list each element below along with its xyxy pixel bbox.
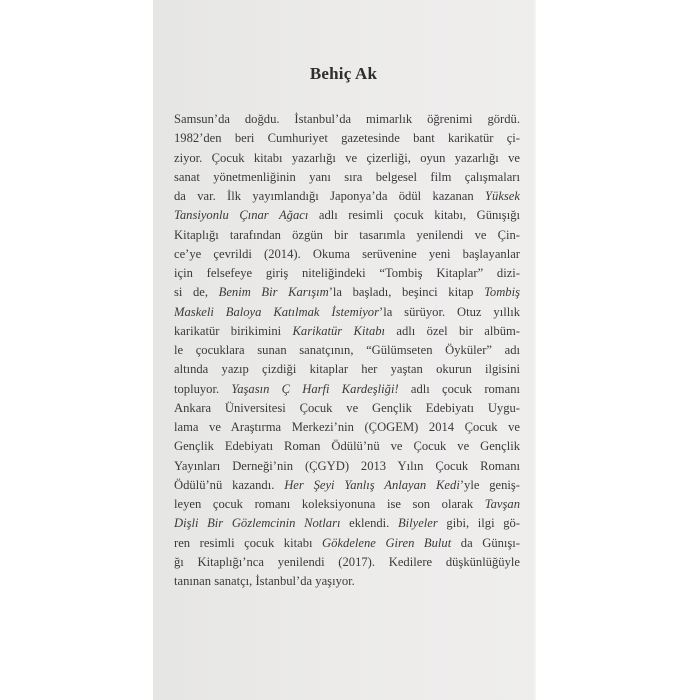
book-title-text: Yaşasın Ç Harfi Kardeşliği! — [231, 381, 399, 396]
bio-text: ce’ye çevrildi (2014). Okuma serüvenine yeni başlayanlar — [174, 246, 520, 261]
bio-text: ğı Kitaplığı’nca yenilendi (2017). Kedilere düşkünlüğüyle — [174, 554, 520, 569]
book-title-text: Tavşan — [484, 497, 520, 511]
bio-text: da var. İlk yayımlandığı Japonya’da ödül kazanan — [174, 189, 486, 203]
bio-text: altında yazıp çizdiği kitaplar her yaştan okurun ilgisini — [174, 362, 520, 377]
bio-text: ’la sürüyor. Otuz yıllık — [379, 304, 520, 319]
bio-line — [174, 245, 520, 264]
book-title-text: Her Şeyi Yanlış Anlayan Kedi — [284, 477, 460, 492]
bio-line — [174, 264, 520, 283]
bio-line — [174, 149, 520, 168]
book-title-text: Gökdelene Giren Bulut — [322, 535, 452, 550]
bio-text: ’la başladı, beşinci kitap — [328, 285, 485, 300]
book-title-text: Benim Bir Karışım — [218, 285, 329, 300]
bio-line — [174, 303, 520, 322]
bio-text: adlı çocuk romanı — [398, 381, 520, 396]
bio-line — [174, 129, 520, 148]
bio-line — [174, 168, 520, 187]
bio-line — [174, 110, 520, 129]
bio-line — [174, 572, 520, 591]
book-title-text: Tombiş — [484, 285, 520, 300]
bio-text: karikatür birikimini — [174, 323, 293, 338]
bio-text: ziyor. Çocuk kitabı yazarlığı ve çizerliği, oyun yazarlığı ve — [174, 150, 520, 165]
bio-line — [174, 553, 520, 572]
book-title-text: Bilyeler — [397, 516, 438, 531]
bio-line — [174, 322, 520, 341]
bio-text: için felsefeye giriş niteliğindeki “Tombiş Kitaplar” dizi- — [174, 266, 520, 280]
book-title-text: Maskeli Baloya Katılmak İstemiyor — [174, 304, 379, 319]
bio-text: sanat yönetmenliğinin yanı sıra belgesel film çalışmaları — [174, 169, 520, 184]
book-title-text: Tansiyonlu Çınar Ağacı — [174, 208, 309, 223]
bio-line — [174, 399, 520, 418]
bio-text: si de, — [174, 285, 219, 300]
author-bio — [174, 110, 520, 591]
author-name: Behiç Ak — [309, 64, 378, 83]
bio-line — [174, 437, 520, 456]
bio-line — [174, 187, 520, 206]
bio-text: Yayınları Derneği’nin (ÇGYD) 2013 Yılın Çocuk Romanı — [174, 458, 520, 473]
bio-line — [174, 514, 520, 533]
book-title-text: Karikatür Kitabı — [292, 323, 386, 338]
book-title-text: Yüksek — [485, 189, 520, 203]
bio-text: ’yle geniş- — [459, 477, 520, 492]
bio-line — [174, 206, 520, 225]
bio-text: eklendi. — [340, 516, 398, 531]
bio-line — [174, 457, 520, 476]
bio-line — [174, 418, 520, 437]
bio-text: ren resimli çocuk kitabı — [174, 535, 323, 550]
bio-line — [174, 534, 520, 553]
bio-text: topluyor. — [174, 381, 232, 396]
bio-text: tanınan sanatçı, İstanbul’da yaşıyor. — [174, 574, 355, 588]
bio-line — [174, 283, 520, 302]
bio-text: leyen çocuk romanı koleksiyonuna ise son olarak — [174, 497, 485, 511]
bio-text: da Günışı- — [451, 535, 521, 550]
bio-text: Kitaplığı tarafından özgün bir tasarımla yenilendi ve Çin- — [174, 227, 520, 242]
bio-text: adlı özel bir albüm- — [385, 323, 520, 338]
page-edge — [534, 0, 536, 700]
bio-line — [174, 226, 520, 245]
bio-text: adlı resimli çocuk kitabı, Günışığı — [308, 208, 520, 223]
bio-line — [174, 476, 520, 495]
bio-text: Samsun’da doğdu. İstanbul’da mimarlık öğrenimi gördü. — [174, 112, 520, 126]
bio-line — [174, 341, 520, 360]
bio-text: 1982’den beri Cumhuriyet gazetesinde bant karikatür çi- — [174, 131, 520, 146]
bio-line — [174, 495, 520, 514]
book-title-text: Dişli Bir Gözlemcinin Notları — [174, 516, 341, 531]
bio-line — [174, 380, 520, 399]
bio-text: gibi, ilgi gö- — [437, 516, 520, 531]
bio-text: le çocuklara sunan sanatçının, “Gülümseten Öyküler” adı — [174, 343, 520, 357]
bio-text: Gençlik Edebiyatı Roman Ödülü’nü ve Çocuk ve Gençlik — [174, 439, 520, 454]
bio-text: Ankara Üniversitesi Çocuk ve Gençlik Edebiyatı Uygu- — [174, 400, 520, 415]
bio-line — [174, 360, 520, 379]
bio-text: Ödülü’nü kazandı. — [174, 477, 285, 492]
bio-text: lama ve Araştırma Merkezi’nin (ÇOGEM) 2014 Çocuk ve — [174, 420, 520, 434]
